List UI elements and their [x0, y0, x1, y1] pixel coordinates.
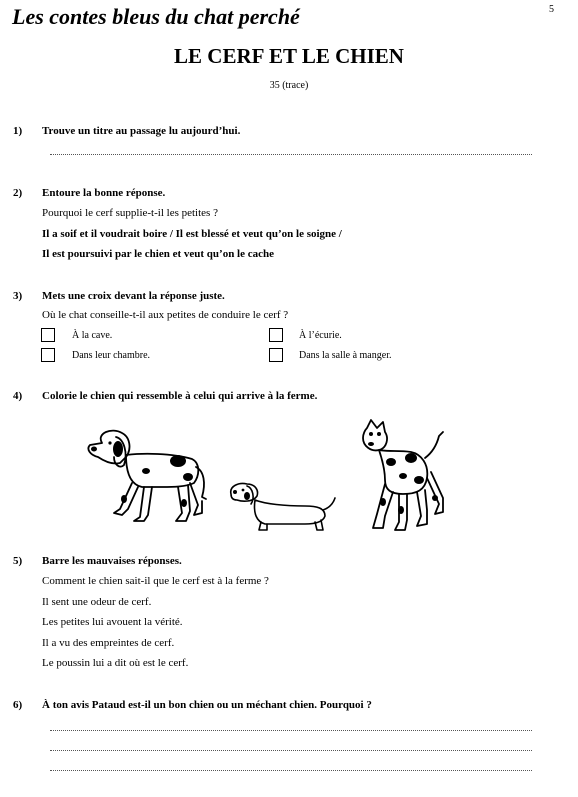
dog-spotted-icon[interactable]	[355, 418, 450, 536]
q6-answer-line-2[interactable]	[50, 750, 532, 751]
q5-line-4[interactable]: Le poussin lui a dit où est le cerf.	[42, 657, 189, 669]
q5-number: 5)	[13, 555, 23, 567]
q5-line-2[interactable]: Les petites lui avouent la vérité.	[42, 616, 183, 628]
q4-instruction: Colorie le chien qui ressemble à celui qui arrive à la ferme.	[42, 390, 318, 402]
q3-option-cave: À la cave.	[72, 330, 113, 341]
q2-answer-line-1[interactable]: Il a soif et il voudrait boire / Il est blessé et veut qu’on le soigne /	[42, 228, 342, 240]
q2-number: 2)	[13, 187, 23, 199]
q6-instruction: À ton avis Pataud est-il un bon chien ou un méchant chien. Pourquoi ?	[42, 699, 372, 711]
dog-floppy-ears-icon[interactable]	[82, 425, 212, 535]
q4-number: 4)	[13, 390, 23, 402]
q2-instruction: Entoure la bonne réponse.	[42, 187, 166, 199]
q3-option-ecurie: À l’écurie.	[299, 330, 342, 341]
q5-instruction: Barre les mauvaises réponses.	[42, 555, 182, 567]
q1-number: 1)	[13, 125, 23, 137]
q6-answer-line-3[interactable]	[50, 770, 532, 771]
q3-checkbox-ecurie[interactable]	[269, 328, 283, 342]
q2-question: Pourquoi le cerf supplie-t-il les petites ?	[42, 207, 218, 219]
q6-answer-line-1[interactable]	[50, 730, 532, 731]
q2-answer-line-2[interactable]: Il est poursuivi par le chien et veut qu’on le cache	[42, 248, 275, 260]
story-title: LE CERF ET LE CHIEN	[174, 44, 404, 68]
q3-option-chambre: Dans leur chambre.	[72, 350, 151, 361]
q6-number: 6)	[13, 699, 23, 711]
q3-number: 3)	[13, 290, 23, 302]
q1-instruction: Trouve un titre au passage lu aujourd’hui.	[42, 125, 241, 137]
q3-checkbox-chambre[interactable]	[41, 348, 55, 362]
page-number: 5	[549, 4, 554, 15]
q5-line-1[interactable]: Il sent une odeur de cerf.	[42, 596, 152, 608]
dog-dachshund-icon[interactable]	[225, 478, 337, 536]
story-subtitle: 35 (trace)	[269, 80, 309, 91]
q1-answer-line[interactable]	[50, 154, 532, 155]
q5-question: Comment le chien sait-il que le cerf est à la ferme ?	[42, 575, 269, 587]
q3-checkbox-cave[interactable]	[41, 328, 55, 342]
q5-line-3[interactable]: Il a vu des empreintes de cerf.	[42, 637, 175, 649]
series-title: Les contes bleus du chat perché	[12, 4, 300, 29]
q3-question: Où le chat conseille-t-il aux petites de conduire le cerf ?	[42, 309, 289, 321]
q3-checkbox-salle[interactable]	[269, 348, 283, 362]
q3-option-salle: Dans la salle à manger.	[299, 350, 392, 361]
q3-instruction: Mets une croix devant la réponse juste.	[42, 290, 225, 302]
